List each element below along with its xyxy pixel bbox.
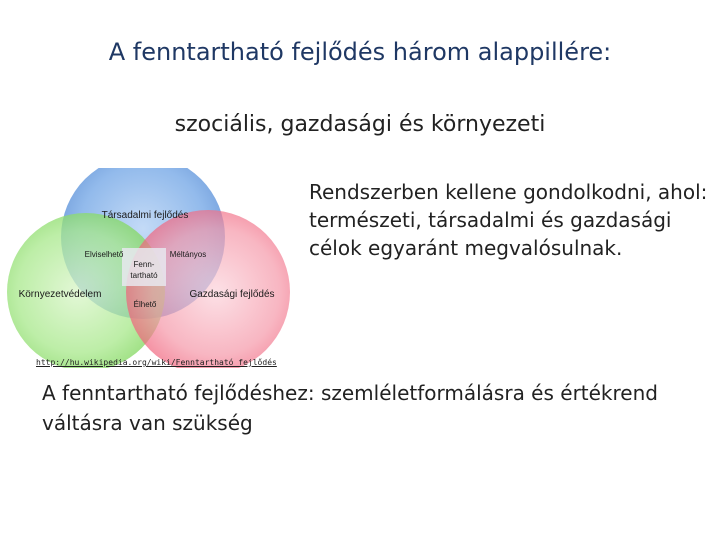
slide-subtitle: szociális, gazdasági és környezeti [174,112,546,137]
bottom-paragraph: A fenntartható fejlődéshez: szemléletformálásra és értékrend váltásra van szükség [42,381,658,435]
source-link[interactable]: http://hu.wikipedia.org/wiki/Fenntartható_fejlődés [36,358,277,367]
venn-label-equitable: Méltányos [169,250,207,259]
venn-diagram [0,168,300,368]
venn-label-bearable: Elviselhető [84,250,124,259]
venn-label-viable: Élhető [133,300,157,309]
venn-label-sustainable-1: Fenn- [133,260,155,269]
venn-label-social: Társadalmi fejlődés [101,210,189,221]
venn-label-environmental: Környezetvédelem [18,289,102,300]
slide-title: A fenntartható fejlődés három alappillére: [108,38,612,66]
venn-label-economic: Gazdasági fejlődés [189,289,275,300]
side-paragraph: Rendszerben kellene gondolkodni, ahol: természeti, társadalmi és gazdasági célok egyaránt megvalósulnak. [309,180,708,260]
venn-label-sustainable-2: tartható [130,271,158,280]
